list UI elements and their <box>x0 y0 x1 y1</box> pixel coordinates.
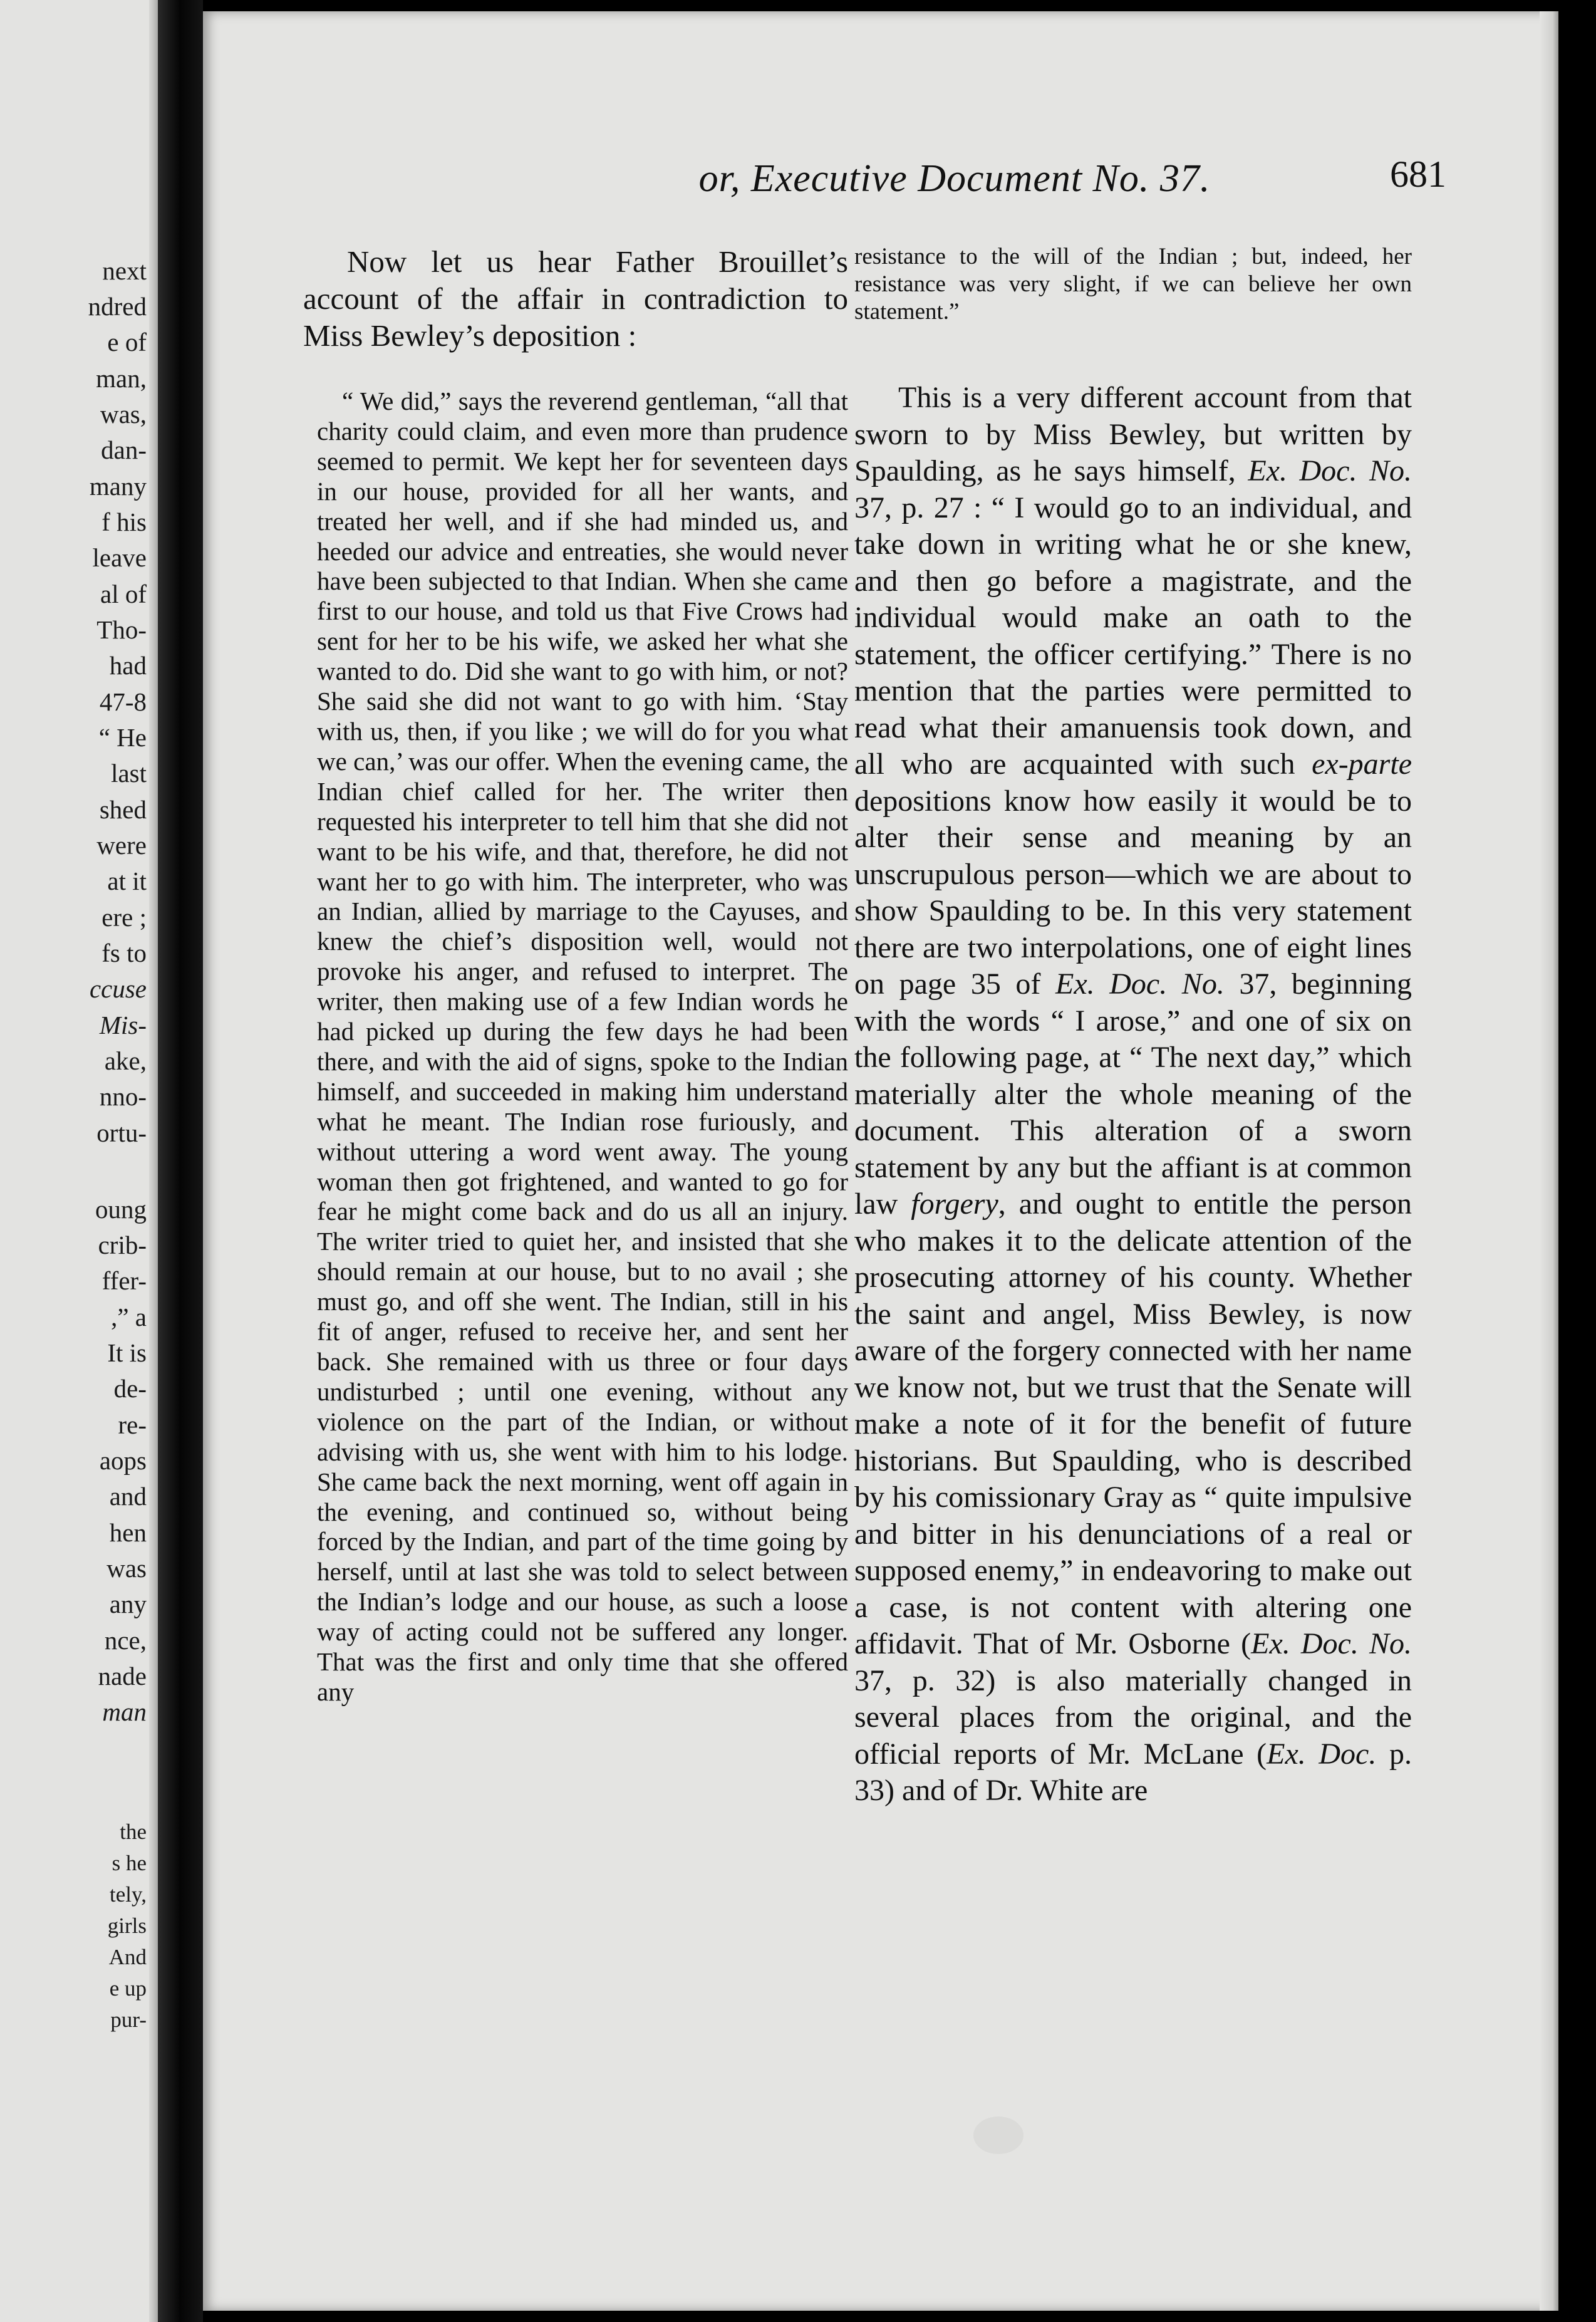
facing-page-fragment: 47-8 <box>99 687 147 716</box>
facing-page-fragment: shed <box>99 795 147 824</box>
citation-italic: Ex. Doc. No. <box>1055 967 1225 1001</box>
facing-page-text-fragments <box>0 0 158 2322</box>
facing-page-fragment: the <box>120 1820 147 1844</box>
facing-page-fragment: ndred <box>88 292 147 321</box>
facing-page-fragment: aops <box>99 1446 147 1475</box>
book-gutter <box>158 0 203 2322</box>
facing-page-fragment: nce, <box>104 1626 147 1655</box>
facing-page-fragment: was, <box>100 400 147 429</box>
citation-italic: ex-parte <box>1312 747 1412 781</box>
body-paragraph <box>854 380 1412 1809</box>
body-text-run: This is a very different account from that sworn to by Miss Bewley, but written by Spaulding, as he says himself, <box>854 381 1412 487</box>
facing-page-fragment: man <box>102 1697 147 1726</box>
facing-page-fragment: were <box>96 831 147 860</box>
facing-page-fragment: at it <box>107 867 147 895</box>
lead-paragraph: Now let us hear Father Brouillet’s account of the affair in contradiction to Miss Bewley’s deposition : <box>303 244 848 353</box>
facing-page-fragment: nno- <box>99 1082 147 1111</box>
facing-page-fragment: was <box>106 1554 147 1583</box>
body-text-run: 37, p. 27 : “ I would go to an individual, and take down in writing what he or she knew, and then go before a magistrate, and the individual would make an oath to the statement, the officer certifying.” There is no mention that the parties were permitted to read what their amanuensis took down, and all who are acquainted with such <box>854 491 1412 781</box>
page-number: 681 <box>1390 154 1446 195</box>
book-page <box>203 11 1558 2311</box>
facing-page-fragment: ffer- <box>101 1266 147 1295</box>
body-text-run: , and ought to entitle the person who makes it to the delicate attention of the prosecuting attorney of his county. Whether the saint and angel, Miss Bewley, is now aware of the forgery connected with her name we know not, but we trust that the Senate will make a note of it for the benefit of future historians. But Spaulding, who is described by his comissionary Gray as “ quite impulsive and bitter in his denunciations of a real or supposed enemy,” in endeavoring to make out a case, is not content with altering one affidavit. That of Mr. Osborne ( <box>854 1187 1412 1660</box>
body-text-run: p. 33) and of Dr. White are <box>854 1737 1412 1807</box>
facing-page-fragment: girls <box>107 1913 147 1938</box>
page-edge <box>1540 11 1558 2311</box>
paper-stain <box>973 2116 1023 2154</box>
quote-continuation: resistance to the will of the Indian ; but, indeed, her resistance was very slight, if we can believe her own statement.” <box>854 244 1412 325</box>
body-text-run: depositions know how easily it would be to alter their sense and meaning by an unscrupulous person—which we are about to show Spaulding to be. In this very statement there are two interpolations, one of eight lines on page 35 of <box>854 784 1412 1001</box>
running-head: or, Executive Document No. 37. <box>698 157 1211 200</box>
body-text-run: 37, p. 32) is also materially changed in several places from the original, and the official reports of Mr. McLane ( <box>854 1663 1412 1771</box>
facing-page-fragment: f his <box>101 508 147 536</box>
facing-page-fragment: Mis- <box>99 1011 147 1039</box>
body-text-run: 37, beginning with the words “ I arose,” and one of six on the following page, at “ The next day,” which materially alter the whole meaning of the document. This alteration of a sworn statement by any but the affiant is at common law <box>854 967 1412 1221</box>
facing-page-edge <box>149 0 158 2322</box>
citation-italic: forgery <box>911 1187 998 1221</box>
facing-page-fragment: last <box>111 759 147 788</box>
facing-page-fragment: al of <box>100 580 147 608</box>
citation-italic: Ex. Doc. No. <box>1251 1627 1412 1660</box>
facing-page-fragment: ortu- <box>96 1118 147 1147</box>
facing-page-fragment: and <box>109 1482 147 1511</box>
facing-page-fragment: ake, <box>104 1046 147 1075</box>
quote-paragraph: “ We did,” says the reverend gentleman, “all that charity could claim, and even more than prudence seemed to permit. We kept her for seventeen days in our house, provided for all her wants, and treated her well, and if she had minded us, and heeded our advice and entreaties, she would never have been subjected to that Indian. When she came first to our house, and told us that Five Crows had sent for her to be his wife, we asked her what she wanted to do. Did she want to go with him, or not? She said she did not want to go with him. ‘Stay with us, then, if you like ; we will do for you what we can,’ was our offer. When the evening came, the Indian chief called for her. The writer then requested his interpreter to tell him that she did not want to be his wife, and that, therefore, he did not want her to go with him. The interpreter, who was an Indian, allied by marriage to the Cayuses, and knew the chief’s disposition well, would not provoke his anger, and refused to interpret. The writer, then making use of a few Indian words he had picked up during the few days he had been there, and with the aid of signs, spoke to the Indian himself, and succeeded in making him understand what he meant. The Indian rose furiously, and without uttering a word went away. The young woman then got frightened, and wanted to go for fear he might come back and do us all an injury. The writer tried to quiet her, and insisted that she should remain at our house, but to no avail ; she must go, and off she went. The Indian, still in his fit of anger, refused to receive her, and sent her back. She remained with us three or four days undisturbed ; until one evening, without any violence on the part of the Indian, or without advising with us, she went with him to his lodge. She came back the next morning, went off again in the evening, and continued so, without being forced by the Indian, and part of the time going by herself, until at last she was told to select between the Indian’s lodge and our house, as such a loose way of acting could not be suffered any longer. That was the first and only time that she offered any <box>317 387 848 1706</box>
facing-page-fragment: “ He <box>98 723 147 752</box>
facing-page-fragment: hen <box>109 1518 147 1547</box>
facing-page-fragment: nade <box>98 1662 147 1690</box>
facing-page-fragment: oung <box>95 1195 147 1224</box>
facing-page-fragment: s he <box>111 1851 147 1875</box>
right-column <box>854 243 1412 1809</box>
facing-page-fragment: fs to <box>101 939 147 967</box>
facing-page-fragment: ere ; <box>101 903 147 932</box>
facing-page-fragment: e up <box>109 1976 147 2001</box>
left-column <box>303 243 848 1707</box>
facing-page-fragment: de- <box>113 1374 147 1403</box>
facing-page-fragment: man, <box>96 364 147 393</box>
facing-page-fragment: Tho- <box>96 615 147 644</box>
facing-page <box>0 0 158 2322</box>
facing-page-fragment: crib- <box>98 1231 147 1259</box>
facing-page-fragment: It is <box>107 1338 147 1367</box>
facing-page-fragment: And <box>108 1945 147 1969</box>
facing-page-fragment: any <box>109 1590 147 1618</box>
facing-page-fragment: ,” a <box>111 1303 147 1331</box>
citation-italic: Ex. Doc. <box>1267 1737 1377 1771</box>
facing-page-fragment: tely, <box>110 1882 147 1907</box>
facing-page-fragment: pur- <box>110 2007 147 2032</box>
facing-page-fragment: had <box>109 651 147 680</box>
facing-page-fragment: dan- <box>101 435 147 464</box>
citation-italic: Ex. Doc. No. <box>1248 454 1412 487</box>
facing-page-fragment: e of <box>107 328 147 357</box>
facing-page-fragment: next <box>102 256 147 285</box>
facing-page-fragment: many <box>89 472 147 501</box>
facing-page-fragment: ccuse <box>89 974 147 1003</box>
facing-page-fragment: leave <box>92 543 147 572</box>
facing-page-fragment: re- <box>118 1410 147 1439</box>
